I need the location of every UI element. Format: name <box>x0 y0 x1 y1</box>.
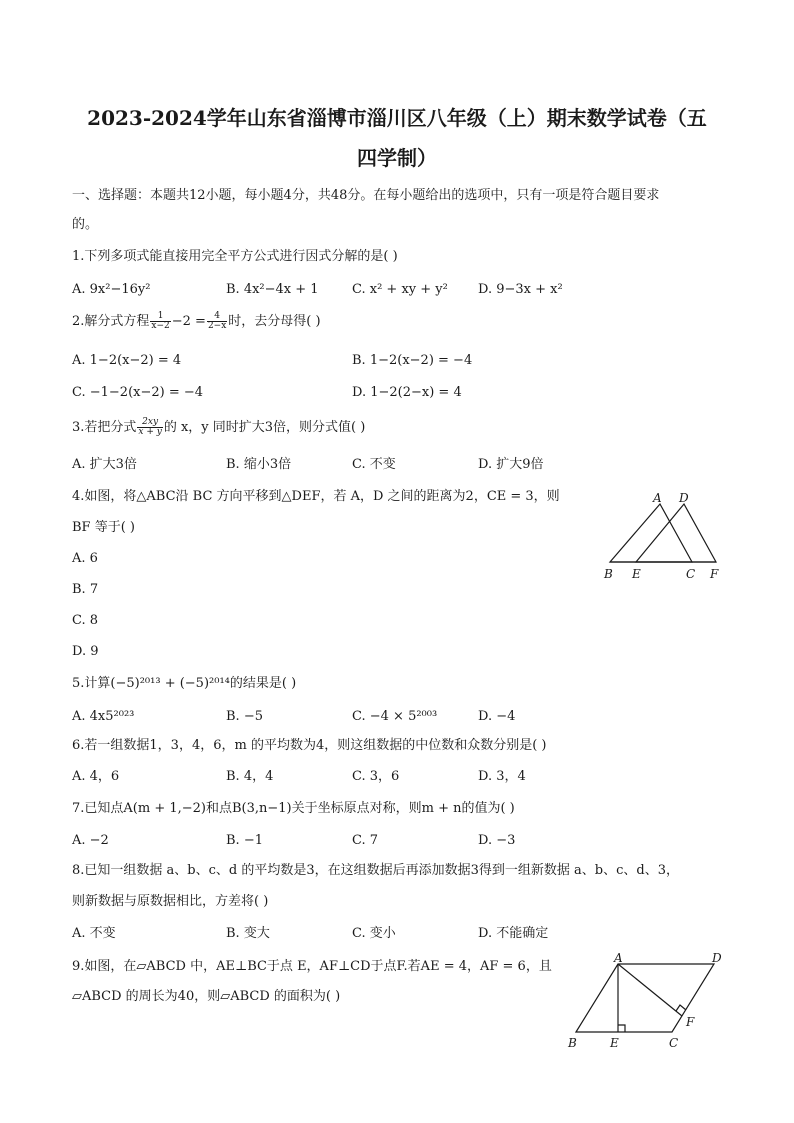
question-3-prefix: 3.若把分式 <box>72 420 137 435</box>
question-2-prefix: 2.解分式方程 <box>72 314 150 329</box>
question-8-option-a: A. 不变 <box>72 926 116 941</box>
question-4-option-d: D. 9 <box>72 644 99 659</box>
question-8-stem-line2: 则新数据与原数据相比，方差将( ) <box>72 894 269 909</box>
section-heading: 一、选择题：本题共12小题，每小题4分，共48分。在每小题给出的选项中，只有一项是符合题目要求 <box>72 188 660 203</box>
question-6-option-b: B. 4，4 <box>226 769 274 784</box>
question-6-option-a: A. 4，6 <box>72 769 120 784</box>
question-6-option-d: D. 3，4 <box>478 769 526 784</box>
question-2-fraction-2 <box>207 312 227 331</box>
question-5-option-a: A. 4x5²⁰²³ <box>72 709 135 724</box>
question-6-option-c: C. 3，6 <box>352 769 400 784</box>
question-8-option-b: B. 变大 <box>226 926 270 941</box>
question-5-option-b: B. −5 <box>226 709 263 724</box>
label-e: E <box>632 567 641 581</box>
question-2-option-c: C. −1−2(x−2) = −4 <box>72 385 204 400</box>
question-4-stem-line1: 4.如图，将△ABC沿 BC 方向平移到△DEF，若 A，D 之间的距离为2，CE = 3，则 <box>72 489 560 504</box>
label-c: C <box>686 567 696 581</box>
right-angle-mark-e <box>618 1025 625 1032</box>
question-3-option-d: D. 扩大9倍 <box>478 457 544 472</box>
question-8-option-d: D. 不能确定 <box>478 926 549 941</box>
question-5-option-d: D. −4 <box>478 709 516 724</box>
question-1-option-b: B. 4x²−4x + 1 <box>226 282 319 297</box>
right-angle-mark-f <box>676 1005 686 1011</box>
fraction-denominator: x−2 <box>151 321 170 331</box>
triangle-abc <box>610 504 692 562</box>
question-8-option-c: C. 变小 <box>352 926 396 941</box>
question-3-option-b: B. 缩小3倍 <box>226 457 292 472</box>
question-5-stem: 5.计算(−5)²⁰¹³ + (−5)²⁰¹⁴的结果是( ) <box>72 676 297 691</box>
question-7-option-a: A. −2 <box>72 833 109 848</box>
question-2-stem <box>72 312 321 331</box>
question-2-mid: −2 = <box>171 314 206 329</box>
exam-title-line2: 四学制） <box>357 146 437 170</box>
question-2-option-a: A. 1−2(x−2) = 4 <box>72 353 182 368</box>
question-1-option-a: A. 9x²−16y² <box>72 282 151 297</box>
label-f: F <box>686 1015 695 1029</box>
question-7-option-b: B. −1 <box>226 833 263 848</box>
question-3-fraction <box>137 418 162 437</box>
question-5-option-c: C. −4 × 5²⁰⁰³ <box>352 709 438 724</box>
segment-af <box>618 964 682 1016</box>
fraction-denominator: x + y <box>138 427 162 437</box>
fraction-numerator: 2xy <box>137 418 162 428</box>
question-9-stem-line1: 9.如图，在▱ABCD 中，AE⊥BC于点 E，AF⊥CD于点F.若AE = 4，AF = 6，且 <box>72 959 552 974</box>
question-7-stem: 7.已知点A(m + 1,−2)和点B(3,n−1)关于坐标原点对称，则m + n的值为( ) <box>72 801 515 816</box>
label-b: B <box>604 567 613 581</box>
section-heading-cont: 的。 <box>72 217 99 232</box>
fraction-numerator: 1 <box>150 312 170 322</box>
question-7-option-d: D. −3 <box>478 833 516 848</box>
question-7-option-c: C. 7 <box>352 833 379 848</box>
label-c: C <box>669 1036 679 1050</box>
question-9-stem-line2: ▱ABCD 的周长为40，则▱ABCD 的面积为( ) <box>72 989 341 1004</box>
question-1-stem: 1.下列多项式能直接用完全平方公式进行因式分解的是( ) <box>72 249 398 264</box>
label-f: F <box>710 567 719 581</box>
question-6-stem: 6.若一组数据1，3，4，6，m 的平均数为4，则这组数据的中位数和众数分别是( ) <box>72 738 547 753</box>
label-a: A <box>653 491 662 505</box>
question-2-suffix: 时，去分母得( ) <box>228 314 321 329</box>
question-4-option-a: A. 6 <box>72 551 98 566</box>
question-3-suffix: 的 x，y 同时扩大3倍，则分式值( ) <box>163 420 366 435</box>
question-9-parallelogram-figure <box>562 952 732 1054</box>
question-4-stem-line2: BF 等于( ) <box>72 520 135 535</box>
question-8-stem-line1: 8.已知一组数据 a、b、c、d 的平均数是3，在这组数据后再添加数据3得到一组新数据 a、b、c、d、3， <box>72 863 679 878</box>
exam-title-line1: 2023-2024学年山东省淄博市淄川区八年级（上）期末数学试卷（五 <box>87 106 707 130</box>
label-d: D <box>679 491 689 505</box>
fraction-numerator: 4 <box>207 312 227 322</box>
question-4-triangle-figure <box>598 486 728 582</box>
question-1-option-d: D. 9−3x + x² <box>478 282 563 297</box>
question-2-option-b: B. 1−2(x−2) = −4 <box>352 353 473 368</box>
question-3-stem <box>72 418 365 437</box>
question-1-option-c: C. x² + xy + y² <box>352 282 448 297</box>
label-d: D <box>712 952 722 965</box>
question-2-option-d: D. 1−2(2−x) = 4 <box>352 385 462 400</box>
question-3-option-a: A. 扩大3倍 <box>72 457 137 472</box>
label-a: A <box>614 952 623 965</box>
fraction-denominator: 2−x <box>207 321 227 331</box>
label-b: B <box>568 1036 577 1050</box>
question-4-option-c: C. 8 <box>72 613 99 628</box>
label-e: E <box>610 1036 619 1050</box>
question-4-option-b: B. 7 <box>72 582 99 597</box>
question-2-fraction-1 <box>150 312 170 331</box>
question-3-option-c: C. 不变 <box>352 457 396 472</box>
